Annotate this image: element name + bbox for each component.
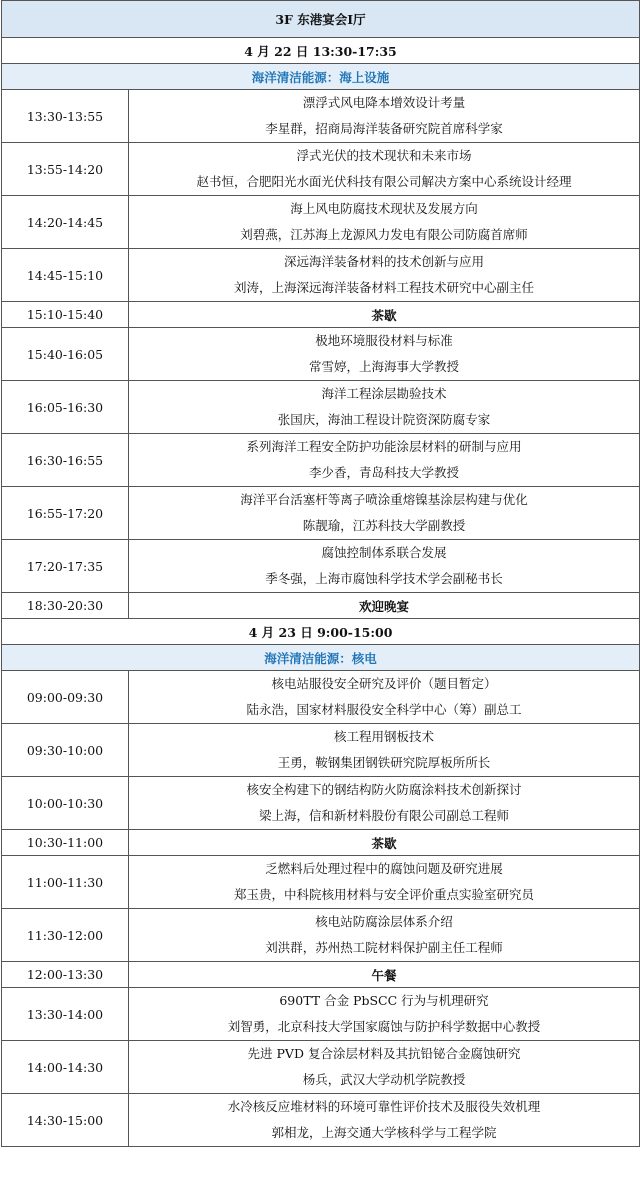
session-time: 16:30-16:55: [2, 434, 129, 487]
session-content: [129, 381, 640, 434]
session-speaker: 陈靓瑜，江苏科技大学副教授: [302, 518, 466, 533]
session-title: 浮式光伏的技术现状和未来市场: [296, 148, 472, 163]
session-content: [129, 909, 640, 962]
session-content: [129, 328, 640, 381]
session-title: 核安全构建下的钢结构防火防腐涂料技术创新探讨: [246, 782, 522, 797]
session-time: 09:00-09:30: [2, 671, 129, 724]
session-row: [2, 90, 640, 143]
session-row: [2, 540, 640, 593]
day-header-row: [2, 38, 640, 64]
session-speaker: 季冬强，上海市腐蚀科学技术学会副秘书长: [265, 571, 503, 586]
session-time: 16:05-16:30: [2, 381, 129, 434]
track-title: 海洋清洁能源：海上设施: [2, 64, 640, 90]
session-time: 10:00-10:30: [2, 777, 129, 830]
session-row: [2, 988, 640, 1041]
schedule-table: [1, 0, 640, 1147]
session-content: [129, 777, 640, 830]
break-label: 茶歇: [129, 830, 640, 856]
day-date: 4 月 23 日 9:00-15:00: [2, 619, 640, 645]
session-content: [129, 434, 640, 487]
track-header-row: [2, 645, 640, 671]
session-time: 13:55-14:20: [2, 143, 129, 196]
schedule-body: [2, 1, 640, 1147]
session-content: [129, 1094, 640, 1147]
break-row: [2, 593, 640, 619]
session-content: [129, 671, 640, 724]
session-row: [2, 724, 640, 777]
break-label: 欢迎晚宴: [129, 593, 640, 619]
session-content: [129, 196, 640, 249]
session-speaker: 刘碧燕，江苏海上龙源风力发电有限公司防腐首席师: [240, 227, 528, 242]
session-time: 11:30-12:00: [2, 909, 129, 962]
session-title: 核电站防腐涂层体系介绍: [315, 914, 453, 929]
break-label: 午餐: [129, 962, 640, 988]
day-date: 4 月 22 日 13:30-17:35: [2, 38, 640, 64]
session-speaker: 张国庆，海油工程设计院资深防腐专家: [277, 412, 491, 427]
session-row: [2, 487, 640, 540]
session-title: 深远海洋装备材料的技术创新与应用: [283, 254, 484, 269]
break-time: 10:30-11:00: [2, 830, 129, 856]
session-title: 极地环境服役材料与标准: [315, 333, 453, 348]
hall-title: 3F 东港宴会Ⅰ厅: [2, 1, 640, 38]
session-time: 13:30-13:55: [2, 90, 129, 143]
track-title: 海洋清洁能源：核电: [2, 645, 640, 671]
day-header-row: [2, 619, 640, 645]
session-speaker: 王勇，鞍钢集团钢铁研究院厚板所所长: [277, 755, 491, 770]
session-time: 17:20-17:35: [2, 540, 129, 593]
session-time: 14:30-15:00: [2, 1094, 129, 1147]
session-time: 13:30-14:00: [2, 988, 129, 1041]
session-row: [2, 196, 640, 249]
session-title: 系列海洋工程安全防护功能涂层材料的研制与应用: [246, 439, 522, 454]
session-row: [2, 1041, 640, 1094]
break-label: 茶歇: [129, 302, 640, 328]
session-row: [2, 434, 640, 487]
session-row: [2, 328, 640, 381]
session-speaker: 常雪婷，上海海事大学教授: [308, 359, 459, 374]
session-row: [2, 777, 640, 830]
session-title: 乏燃料后处理过程中的腐蚀问题及研究进展: [265, 861, 503, 876]
session-content: [129, 1041, 640, 1094]
session-time: 16:55-17:20: [2, 487, 129, 540]
break-row: [2, 962, 640, 988]
session-speaker: 刘涛，上海深远海洋装备材料工程技术研究中心副主任: [233, 280, 534, 295]
session-content: [129, 988, 640, 1041]
session-content: [129, 724, 640, 777]
hall-title-row: [2, 1, 640, 38]
session-speaker: 陆永浩，国家材料服役安全科学中心（筹）副总工: [246, 702, 522, 717]
session-speaker: 郑玉贵，中科院核用材料与安全评价重点实验室研究员: [233, 887, 534, 902]
session-title: 漂浮式风电降本增效设计考量: [302, 95, 466, 110]
session-title: 海上风电防腐技术现状及发展方向: [290, 201, 478, 216]
session-title: 先进 PVD 复合涂层材料及其抗铅铋合金腐蚀研究: [247, 1046, 521, 1061]
session-speaker: 郭相龙，上海交通大学核科学与工程学院: [271, 1125, 497, 1140]
session-row: [2, 909, 640, 962]
session-speaker: 刘洪群，苏州热工院材料保护副主任工程师: [265, 940, 503, 955]
break-time: 12:00-13:30: [2, 962, 129, 988]
session-row: [2, 671, 640, 724]
session-speaker: 梁上海，信和新材料股份有限公司副总工程师: [258, 808, 509, 823]
session-time: 11:00-11:30: [2, 856, 129, 909]
session-row: [2, 856, 640, 909]
session-row: [2, 381, 640, 434]
session-speaker: 杨兵，武汉大学动机学院教授: [302, 1072, 466, 1087]
session-speaker: 李星群，招商局海洋装备研究院首席科学家: [265, 121, 503, 136]
session-time: 09:30-10:00: [2, 724, 129, 777]
session-title: 690TT 合金 PbSCC 行为与机理研究: [279, 993, 489, 1008]
session-title: 海洋平台活塞杆等离子喷涂重熔镍基涂层构建与优化: [240, 492, 528, 507]
session-speaker: 赵书恒，合肥阳光水面光伏科技有限公司解决方案中心系统设计经理: [196, 174, 572, 189]
session-time: 14:45-15:10: [2, 249, 129, 302]
session-title: 腐蚀控制体系联合发展: [321, 545, 447, 560]
session-row: [2, 1094, 640, 1147]
session-row: [2, 249, 640, 302]
session-speaker: 刘智勇，北京科技大学国家腐蚀与防护科学数据中心教授: [227, 1019, 541, 1034]
session-title: 水冷核反应堆材料的环境可靠性评价技术及服役失效机理: [227, 1099, 541, 1114]
break-row: [2, 302, 640, 328]
session-speaker: 李少香，青岛科技大学教授: [308, 465, 459, 480]
session-time: 15:40-16:05: [2, 328, 129, 381]
track-header-row: [2, 64, 640, 90]
break-time: 18:30-20:30: [2, 593, 129, 619]
session-time: 14:00-14:30: [2, 1041, 129, 1094]
session-content: [129, 249, 640, 302]
session-content: [129, 90, 640, 143]
session-content: [129, 856, 640, 909]
session-row: [2, 143, 640, 196]
session-content: [129, 143, 640, 196]
break-time: 15:10-15:40: [2, 302, 129, 328]
session-title: 海洋工程涂层勘验技术: [321, 386, 447, 401]
session-content: [129, 540, 640, 593]
session-time: 14:20-14:45: [2, 196, 129, 249]
session-title: 核工程用钢板技术: [333, 729, 434, 744]
break-row: [2, 830, 640, 856]
session-content: [129, 487, 640, 540]
session-title: 核电站服役安全研究及评价（题目暂定）: [271, 676, 497, 691]
